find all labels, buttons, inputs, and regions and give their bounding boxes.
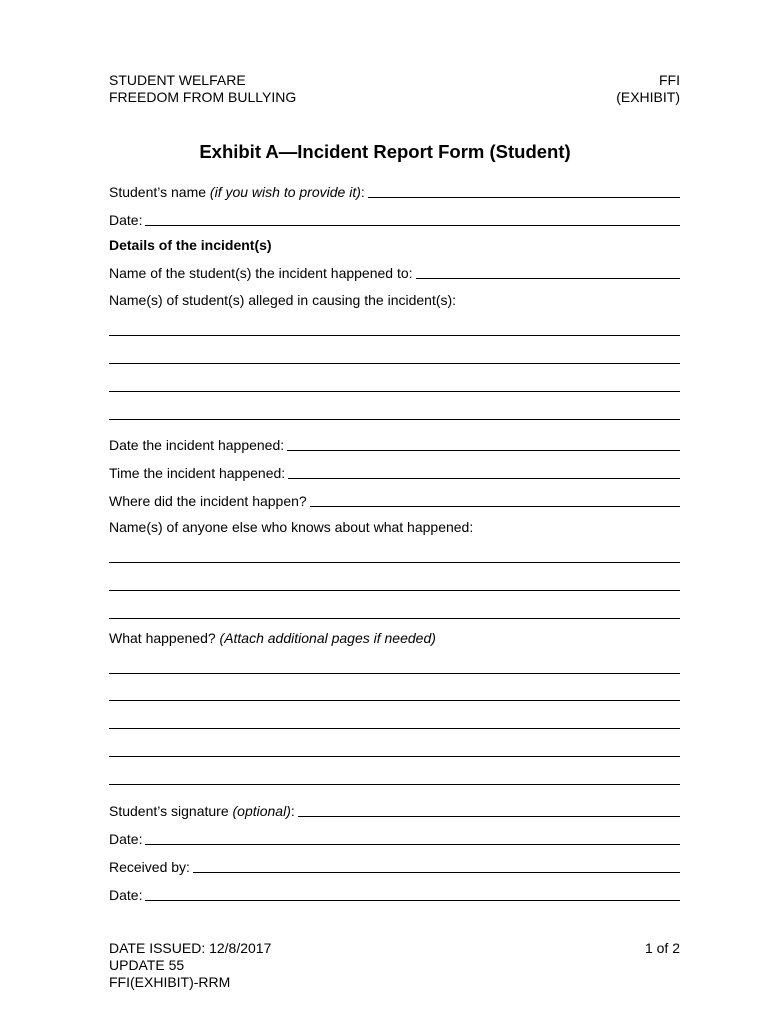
header-code: FFI: [659, 72, 680, 88]
header-section-title: STUDENT WELFARE: [109, 72, 246, 88]
signature-date-label: Date:: [109, 831, 143, 847]
witnesses-line-1[interactable]: [109, 562, 680, 563]
header-subsection-title: FREEDOM FROM BULLYING: [109, 89, 297, 105]
signature-input-line[interactable]: [298, 816, 680, 817]
header-left: [109, 72, 296, 106]
details-heading: Details of the incident(s): [109, 237, 272, 253]
incident-date-field[interactable]: [109, 434, 680, 454]
footer-date-issued: DATE ISSUED: 12/8/2017: [109, 940, 272, 956]
alleged-students-line-2[interactable]: [109, 363, 680, 364]
signature-date-field[interactable]: [109, 828, 680, 848]
student-name-field[interactable]: [109, 181, 680, 201]
what-happened-label: What happened? (Attach additional pages if needed): [109, 630, 436, 646]
signature-field[interactable]: [109, 800, 680, 820]
what-happened-line-1[interactable]: [109, 673, 680, 674]
footer-update: UPDATE 55: [109, 957, 185, 973]
footer-left: [109, 940, 271, 991]
alleged-students-line-1[interactable]: [109, 335, 680, 336]
date-field[interactable]: [109, 209, 680, 229]
date-label: Date:: [109, 212, 143, 228]
student-name-input-line[interactable]: [368, 197, 680, 198]
incident-place-label: Where did the incident happen?: [109, 493, 307, 509]
header-exhibit-label: (EXHIBIT): [616, 89, 680, 105]
alleged-students-label: Name(s) of student(s) alleged in causing the incident(s):: [109, 292, 457, 308]
incident-time-field[interactable]: [109, 462, 680, 482]
footer-code: FFI(EXHIBIT)-RRM: [109, 974, 231, 990]
page-title: Exhibit A—Incident Report Form (Student): [199, 141, 571, 162]
incident-time-input-line[interactable]: [288, 478, 680, 479]
what-happened-line-2[interactable]: [109, 700, 680, 701]
victim-name-input-line[interactable]: [416, 278, 680, 279]
what-happened-line-4[interactable]: [109, 756, 680, 757]
signature-label: Student’s signature (optional):: [109, 803, 295, 819]
received-date-label: Date:: [109, 887, 143, 903]
what-happened-line-3[interactable]: [109, 728, 680, 729]
witnesses-line-3[interactable]: [109, 618, 680, 619]
received-by-label: Received by:: [109, 859, 190, 875]
header-right: [616, 72, 680, 106]
incident-place-field[interactable]: [109, 490, 680, 510]
incident-place-input-line[interactable]: [310, 506, 680, 507]
received-by-input-line[interactable]: [193, 872, 680, 873]
what-happened-line-5[interactable]: [109, 784, 680, 785]
victim-name-field[interactable]: [109, 262, 680, 282]
received-date-field[interactable]: [109, 884, 680, 904]
received-by-field[interactable]: [109, 856, 680, 876]
date-input-line[interactable]: [145, 225, 680, 226]
student-name-label: Student’s name (if you wish to provide it):: [109, 184, 365, 200]
witnesses-line-2[interactable]: [109, 590, 680, 591]
received-date-input-line[interactable]: [145, 900, 680, 901]
victim-name-label: Name of the student(s) the incident happened to:: [109, 265, 413, 281]
page-number: 1 of 2: [644, 940, 680, 956]
incident-time-label: Time the incident happened:: [109, 465, 286, 481]
witnesses-label: Name(s) of anyone else who knows about what happened:: [109, 519, 474, 535]
incident-date-label: Date the incident happened:: [109, 437, 285, 453]
alleged-students-line-4[interactable]: [109, 419, 680, 420]
signature-date-input-line[interactable]: [145, 844, 680, 845]
alleged-students-line-3[interactable]: [109, 391, 680, 392]
incident-date-input-line[interactable]: [287, 450, 680, 451]
